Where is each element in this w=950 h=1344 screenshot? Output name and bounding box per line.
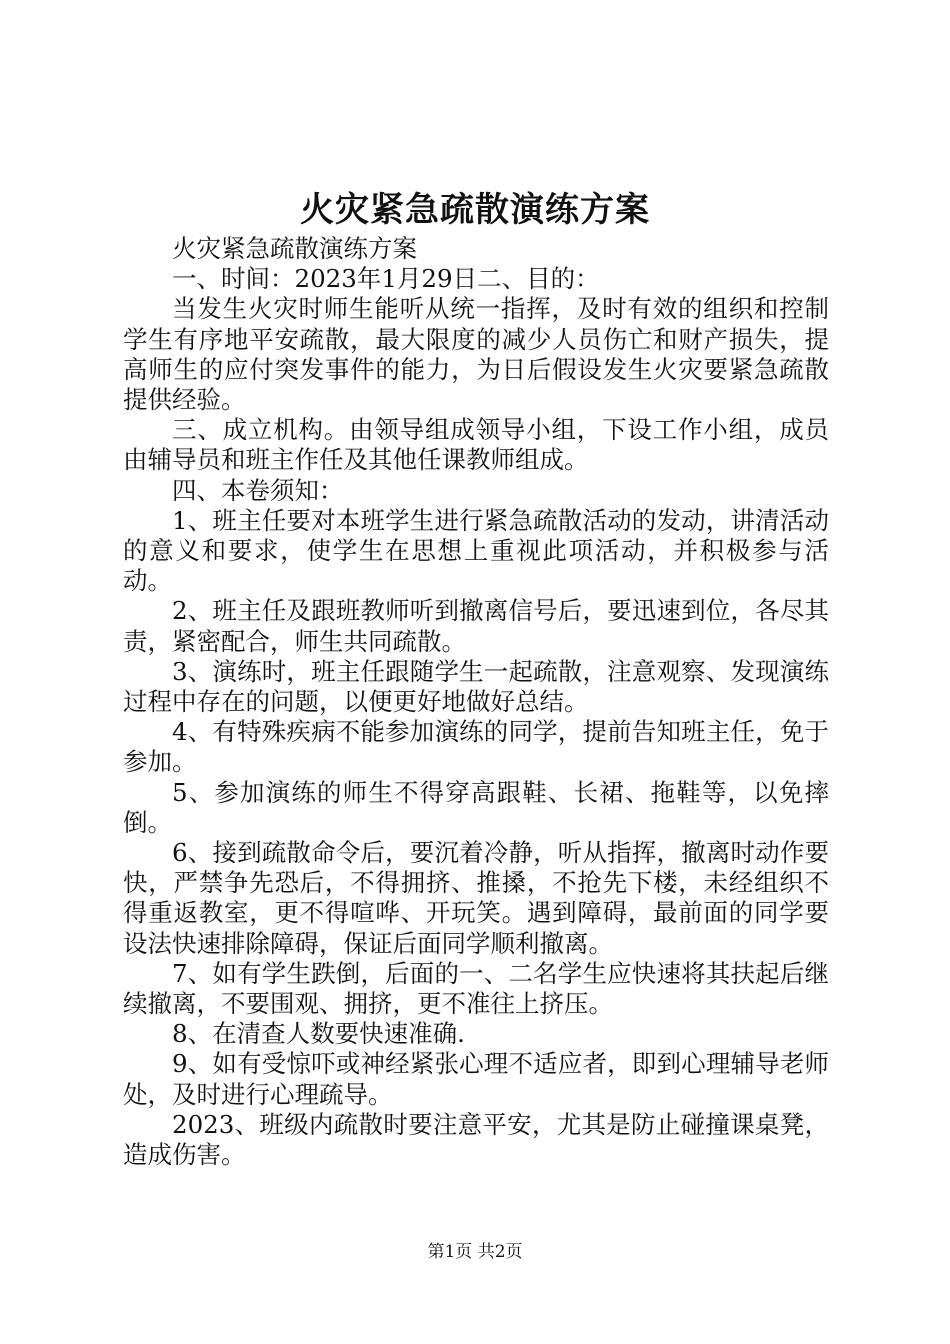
paragraph: 当发生火灾时师生能听从统一指挥，及时有效的组织和控制学生有序地平安疏散，最大限度的减少人员伤亡和财产损失，提高师生的应付突发事件的能力，为日后假设发生火灾要紧急疏散提供经验。 [123,294,829,415]
paragraph: 7、如有学生跌倒，后面的一、二名学生应快速将其扶起后继续撤离，不要围观、拥挤，更不准往上挤压。 [123,958,829,1019]
paragraph: 一、时间：2023年1月29日二、目的： [172,264,600,294]
paragraph: 1、班主任要对本班学生进行紧急疏散活动的发动，讲清活动的意义和要求，使学生在思想上重视此项活动，并积极参与活动。 [123,505,829,596]
paragraph: 4、有特殊疾病不能参加演练的同学，提前告知班主任，免于参加。 [123,717,829,777]
document-title: 火灾紧急疏散演练方案 [300,190,650,230]
paragraph: 9、如有受惊吓或神经紧张心理不适应者，即到心理辅导老师处，及时进行心理疏导。 [123,1049,829,1109]
paragraph: 5、参加演练的师生不得穿高跟鞋、长裙、拖鞋等，以免摔倒。 [123,777,829,837]
paragraph: 8、在清查人数要快速准确. [172,1019,465,1049]
paragraph: 3、演练时，班主任跟随学生一起疏散，注意观察、发现演练过程中存在的问题，以便更好地做好总结。 [123,656,829,717]
document-body [123,234,829,1170]
paragraph: 2023、班级内疏散时要注意平安，尤其是防止碰撞课桌凳，造成伤害。 [123,1109,829,1170]
paragraph: 火灾紧急疏散演练方案 [172,234,417,263]
paragraph: 四、本卷须知： [172,475,344,505]
page-footer: 第1页 共2页 [427,1242,523,1262]
paragraph: 2、班主任及跟班教师听到撤离信号后，要迅速到位，各尽其责，紧密配合，师生共同疏散。 [123,596,829,656]
paragraph: 6、接到疏散命令后，要沉着冷静，听从指挥，撤离时动作要快，严禁争先恐后，不得拥挤、推搡，不抢先下楼，未经组织不得重返教室，更不得喧哗、开玩笑。遇到障碍，最前面的同学要设法快速排除障碍，保证后面同学顺利撤离。 [123,838,829,958]
paragraph: 三、成立机构。由领导组成领导小组，下设工作小组，成员由辅导员和班主作任及其他任课教师组成。 [123,415,829,475]
